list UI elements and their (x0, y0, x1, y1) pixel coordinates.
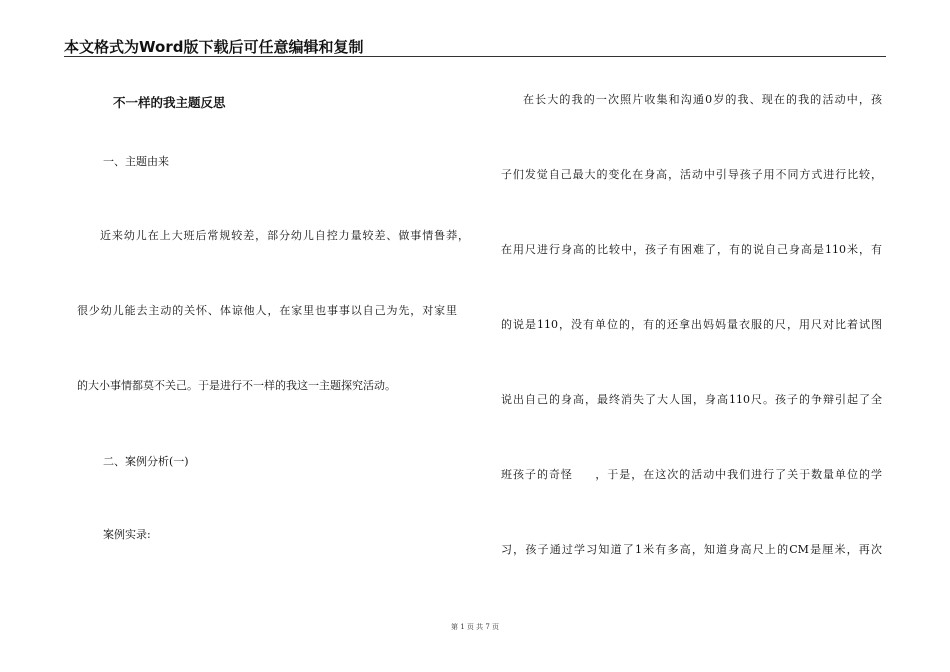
paragraph-line: 很少幼儿能去主动的关怀、体谅他人，在家里也事事以自己为先，对家里 (77, 304, 457, 317)
paragraph-line: 说出自己的身高，最终消失了大人国，身高110尺。孩子的争辩引起了全 (501, 393, 882, 406)
paragraph-line: 在用尺进行身高的比较中，孩子有困难了，有的说自己身高是110米，有 (501, 243, 882, 256)
right-column (501, 0, 883, 672)
paragraph-line: 子们发觉自己最大的变化在身高，活动中引导孩子用不同方式进行比较， (501, 168, 882, 181)
paragraph-line: 近来幼儿在上大班后常规较差，部分幼儿自控力量较差、做事情鲁莽， (100, 229, 469, 242)
page-footer: 第 1 页 共 7 页 (450, 623, 500, 631)
header-title: 本文格式为Word版下载后可任意编辑和复制 (64, 38, 364, 56)
paragraph-line: 班孩子的奇怪 ，于是，在这次的活动中我们进行了关于数量单位的学 (501, 468, 882, 481)
section-heading-case-analysis: 二、案例分析(一) (103, 455, 189, 468)
case-record-label: 案例实录: (103, 528, 151, 541)
document-title: 不一样的我主题反思 (113, 95, 226, 110)
left-column (77, 0, 469, 672)
section-heading-origin: 一、主题由来 (103, 155, 169, 168)
paragraph-line: 的大小事情都莫不关己。于是进行不一样的我这一主题探究活动。 (77, 379, 396, 392)
paragraph-line: 在长大的我的一次照片收集和沟通0岁的我、现在的我的活动中，孩 (523, 93, 882, 106)
paragraph-line: 的说是110，没有单位的，有的还拿出妈妈量衣服的尺，用尺对比着试图 (501, 318, 882, 331)
paragraph-line: 习，孩子通过学习知道了1米有多高，知道身高尺上的CM是厘米，再次 (501, 543, 882, 556)
